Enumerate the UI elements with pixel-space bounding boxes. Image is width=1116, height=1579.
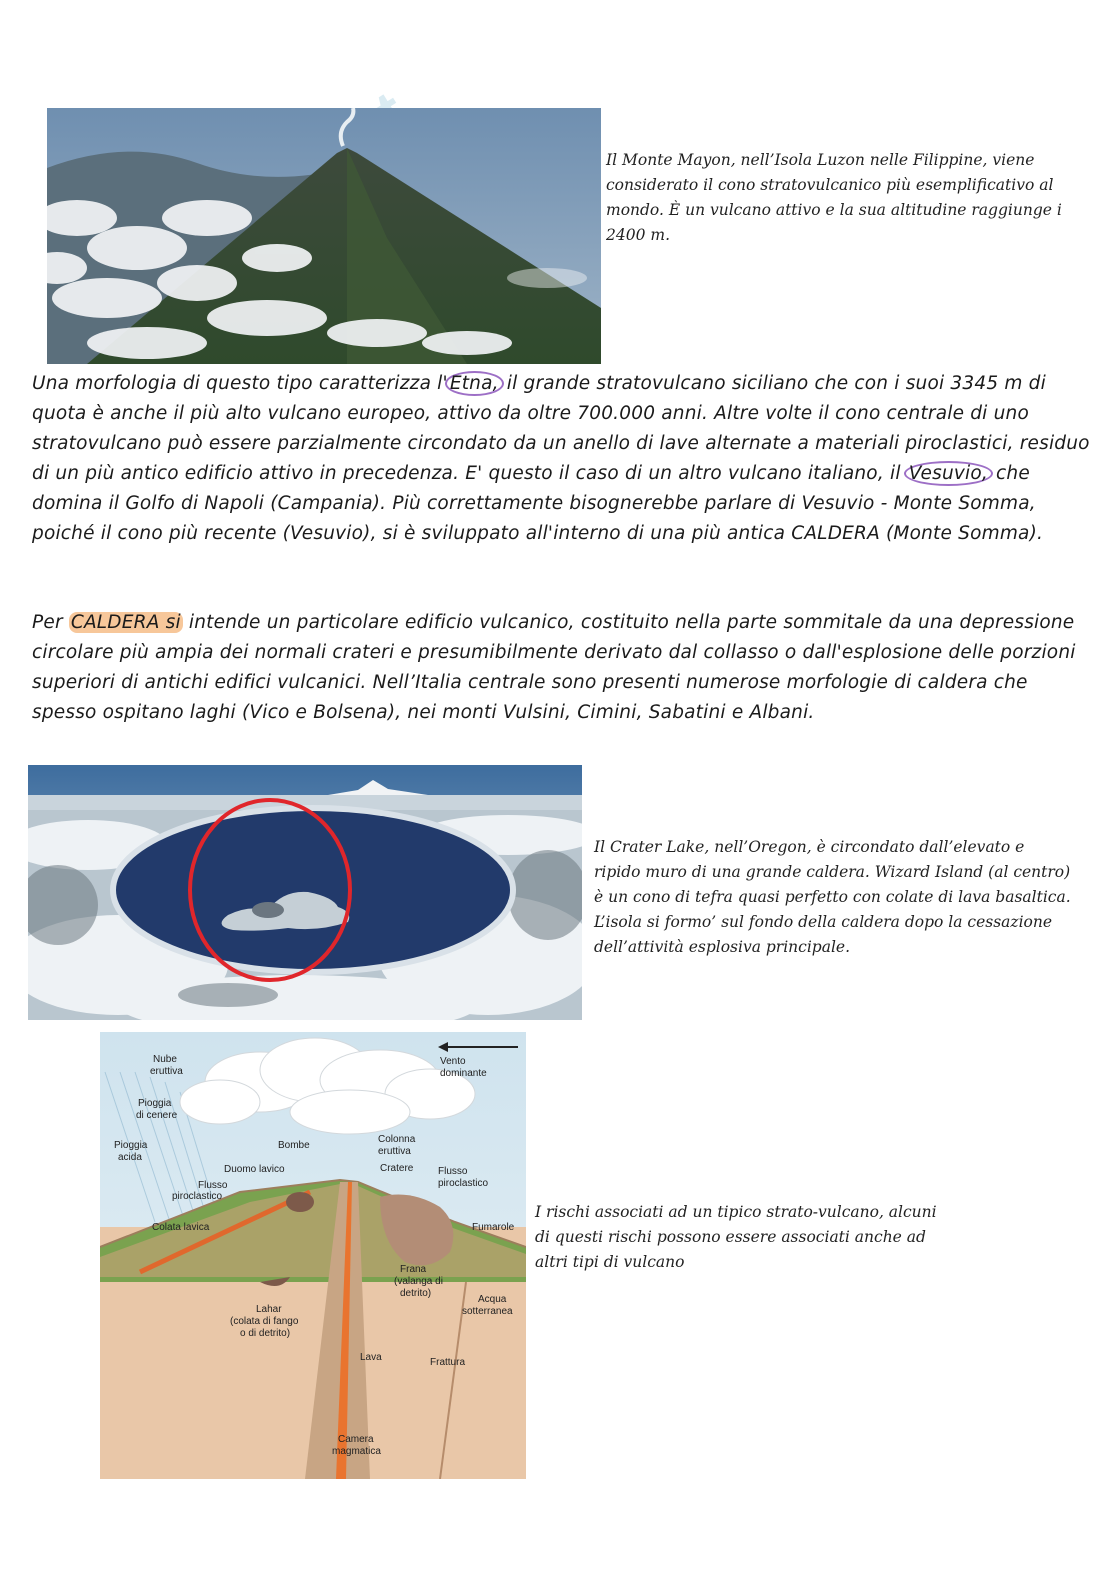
label-flusso-left-2: piroclastico: [172, 1191, 223, 1202]
paragraph1-text-1: Una morfologia di questo tipo caratterizza l': [32, 373, 448, 394]
paragraph-caldera: [32, 608, 1092, 728]
label-lahar-2: (colata di fango: [230, 1316, 299, 1327]
paragraph-etna-vesuvio: [32, 369, 1092, 549]
paragraph1-text-3: che domina il Golfo di Napoli (Campania). Più correttamente bisognerebbe parlare di Vesuvio - Monte Somma, poiché il cono più recente (Vesuvio), si è sviluppato all'interno di una più antica CALDERA (Monte Somma).: [32, 463, 1044, 544]
label-lahar-1: Lahar: [256, 1304, 282, 1315]
paragraph2-text-1: Per: [32, 612, 69, 633]
caldera-highlight: CALDERA si: [70, 612, 181, 633]
label-acqua-1: Acqua: [478, 1294, 507, 1305]
label-colonna-2: eruttiva: [378, 1146, 411, 1157]
label-camera-1: Camera: [338, 1434, 374, 1445]
stratovolcano-hazards-diagram: [100, 1032, 526, 1479]
label-bombe: Bombe: [278, 1140, 310, 1151]
mayon-photo: [47, 108, 601, 364]
label-frana-2: (valanga di: [394, 1276, 443, 1287]
label-frana-1: Frana: [400, 1264, 427, 1275]
label-lahar-3: o di detrito): [240, 1328, 291, 1339]
label-frattura: Frattura: [430, 1357, 466, 1368]
vesuvio-highlight: Vesuvio,: [904, 461, 993, 486]
label-flusso-right-2: piroclastico: [438, 1178, 489, 1189]
paragraph1-text-2: il grande stratovulcano siciliano che con i suoi 3345 m di quota è anche il più alto vulcano europeo, attivo da oltre 700.000 anni. Altre volte il cono centrale di uno stratovulcano può essere parzialmente circondato da un anello di lave alternate a materiali piroclastici, residuo di un più antico edificio attivo in precedenza. E' questo il caso di un altro vulcano italiano, il: [32, 373, 1090, 484]
diagram-caption: I rischi associati ad un tipico strato-vulcano, alcuni di questi rischi possono essere associati anche ad altri tipi di vulcano: [535, 1203, 937, 1271]
crater-lake-caption: Il Crater Lake, nell’Oregon, è circondato dall’elevato e ripido muro di una grande caldera. Wizard Island (al centro) è un cono di tefra quasi perfetto con colate di lava basaltica. L’isola si formo’ sul fondo della caldera dopo la cessazione dell’attività esplosiva principale.: [594, 838, 1071, 956]
label-fumarole: Fumarole: [472, 1222, 515, 1233]
label-frana-3: detrito): [400, 1288, 432, 1299]
crater-lake-photo: [28, 765, 582, 1020]
label-pioggia-acida-2: acida: [118, 1152, 142, 1163]
label-pioggia-cenere-2: di cenere: [136, 1110, 178, 1121]
label-pioggia-cenere-1: Pioggia: [138, 1098, 172, 1109]
label-colata: Colata lavica: [152, 1222, 210, 1233]
label-camera-2: magmatica: [332, 1446, 381, 1457]
label-pioggia-acida-1: Pioggia: [114, 1140, 148, 1151]
label-flusso-right-1: Flusso: [438, 1166, 468, 1177]
label-colonna-1: Colonna: [378, 1134, 416, 1145]
label-flusso-left-1: Flusso: [198, 1180, 228, 1191]
label-vento-2: dominante: [440, 1068, 487, 1079]
label-nube-2: eruttiva: [150, 1066, 183, 1077]
label-cratere: Cratere: [380, 1163, 414, 1174]
label-lava: Lava: [360, 1352, 382, 1363]
etna-highlight: Etna,: [445, 371, 504, 396]
paragraph2-text-2: intende un particolare edificio vulcanico, costituito nella parte sommitale da una depressione circolare più ampia dei normali crateri e presumibilmente derivato dal collasso o dall'esplosione delle porzioni superiori di antichi edifici vulcanici. Nell’Italia centrale sono presenti numerose morfologie di caldera che spesso ospitano laghi (Vico e Bolsena), nei monti Vulsini, Cimini, Sabatini e Albani.: [32, 612, 1076, 723]
label-duomo: Duomo lavico: [224, 1164, 285, 1175]
label-vento-1: Vento: [440, 1056, 466, 1067]
mayon-caption: Il Monte Mayon, nell’Isola Luzon nelle Filippine, viene considerato il cono stratovulcanico più esemplificativo al mondo. È un vulcano attivo e la sua altitudine raggiunge i 2400 m.: [606, 151, 1062, 244]
label-acqua-2: sotterranea: [462, 1306, 513, 1317]
label-nube-1: Nube: [153, 1054, 177, 1065]
